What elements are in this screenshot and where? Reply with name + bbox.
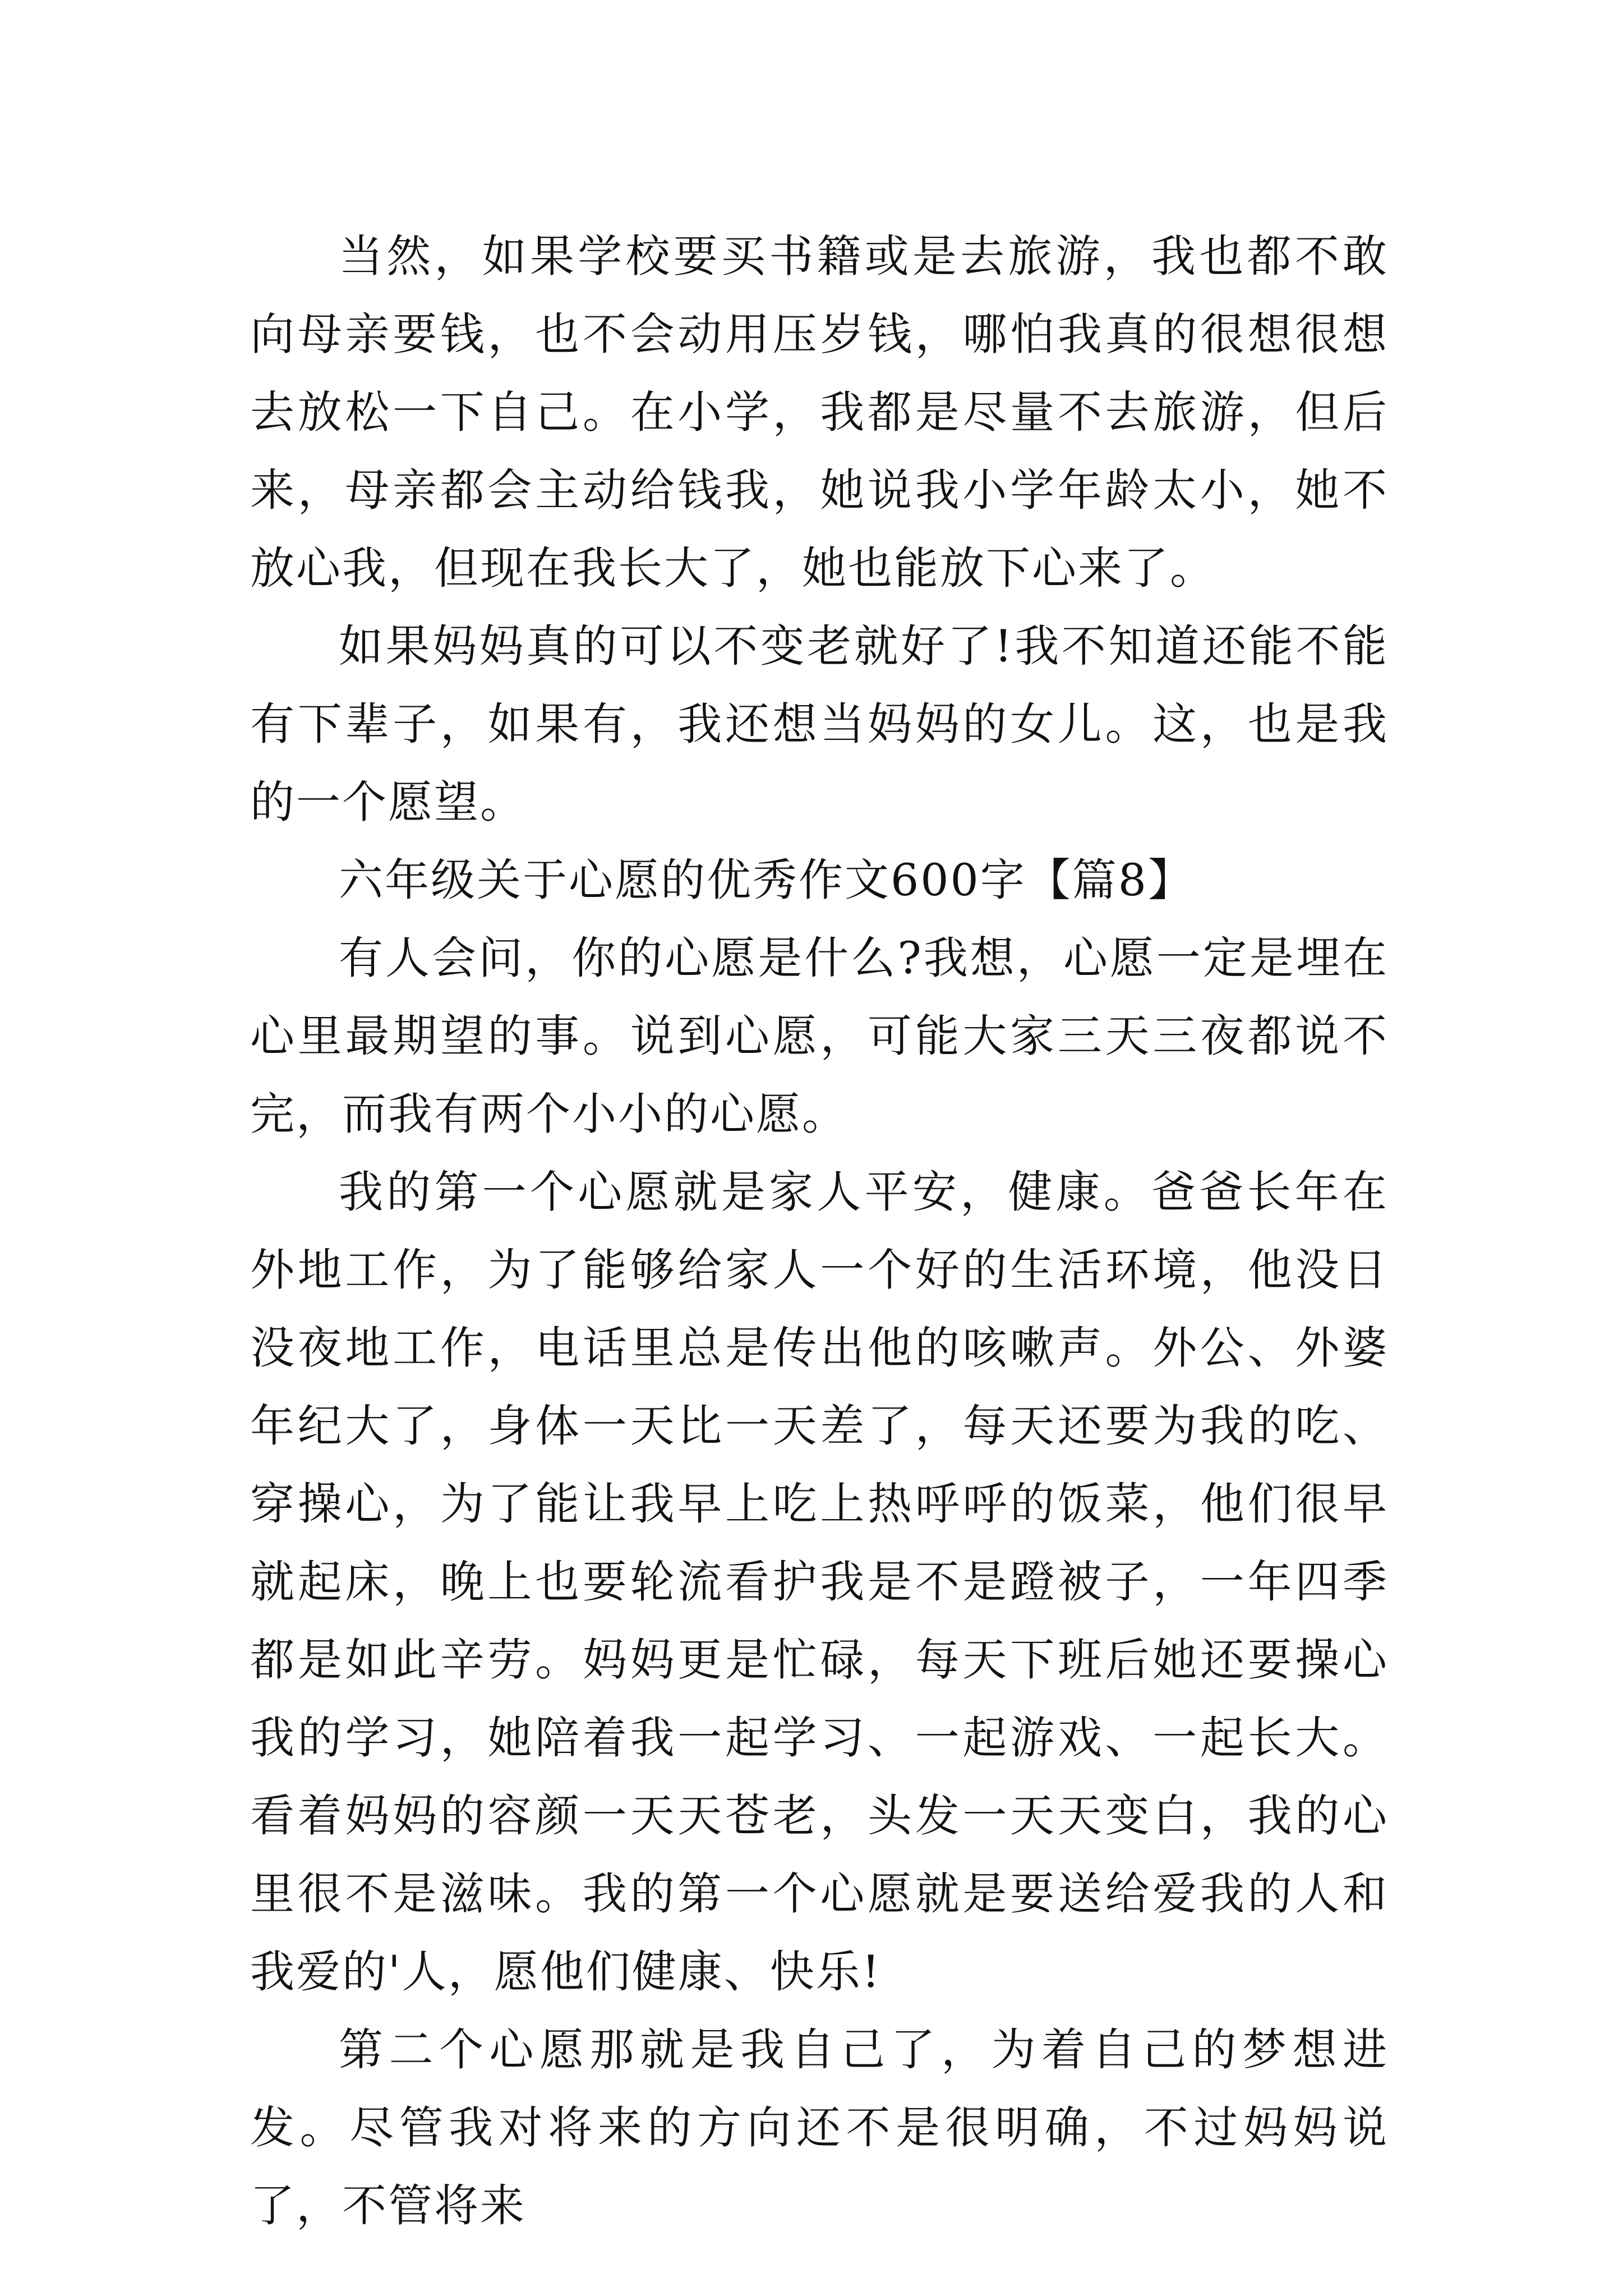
paragraph-1: 当然，如果学校要买书籍或是去旅游，我也都不敢向母亲要钱，也不会动用压岁钱，哪怕我真的很想很想去放松一下自己。在小学，我都是尽量不去旅游，但后来，母亲都会主动给钱我，她说我小学年龄太小，她不放心我，但现在我长大了，她也能放下心来了。 bbox=[250, 231, 1389, 594]
section-heading: 六年级关于心愿的优秀作文600字【篇8】 bbox=[339, 854, 1195, 906]
paragraph-4: 我的第一个心愿就是家人平安，健康。爸爸长年在外地工作，为了能够给家人一个好的生活环境，他没日没夜地工作，电话里总是传出他的咳嗽声。外公、外婆年纪大了，身体一天比一天差了，每天还要为我的吃、穿操心，为了能让我早上吃上热呼呼的饭菜，他们很早就起床，晚上也要轮流看护我是不是蹬被子，一年四季都是如此辛劳。妈妈更是忙碌，每天下班后她还要操心我的学习，她陪着我一起学习、一起游戏、一起长大。看着妈妈的容颜一天天苍老，头发一天天变白，我的心里很不是滋味。我的第一个心愿就是要送给爱我的人和我爱的'人，愿他们健康、快乐! bbox=[250, 1166, 1389, 1998]
essay-body bbox=[250, 218, 1389, 2245]
paragraph-3: 有人会问，你的心愿是什么?我想，心愿一定是埋在心里最期望的事。说到心愿，可能大家三天三夜都说不完，而我有两个小小的心愿。 bbox=[250, 932, 1389, 1140]
paragraph-2: 如果妈妈真的可以不变老就好了!我不知道还能不能有下辈子，如果有，我还想当妈妈的女儿。这，也是我的一个愿望。 bbox=[250, 620, 1389, 828]
paragraph-5: 第二个心愿那就是我自己了，为着自己的梦想进发。尽管我对将来的方向还不是很明确，不过妈妈说了，不管将来 bbox=[250, 2024, 1389, 2231]
